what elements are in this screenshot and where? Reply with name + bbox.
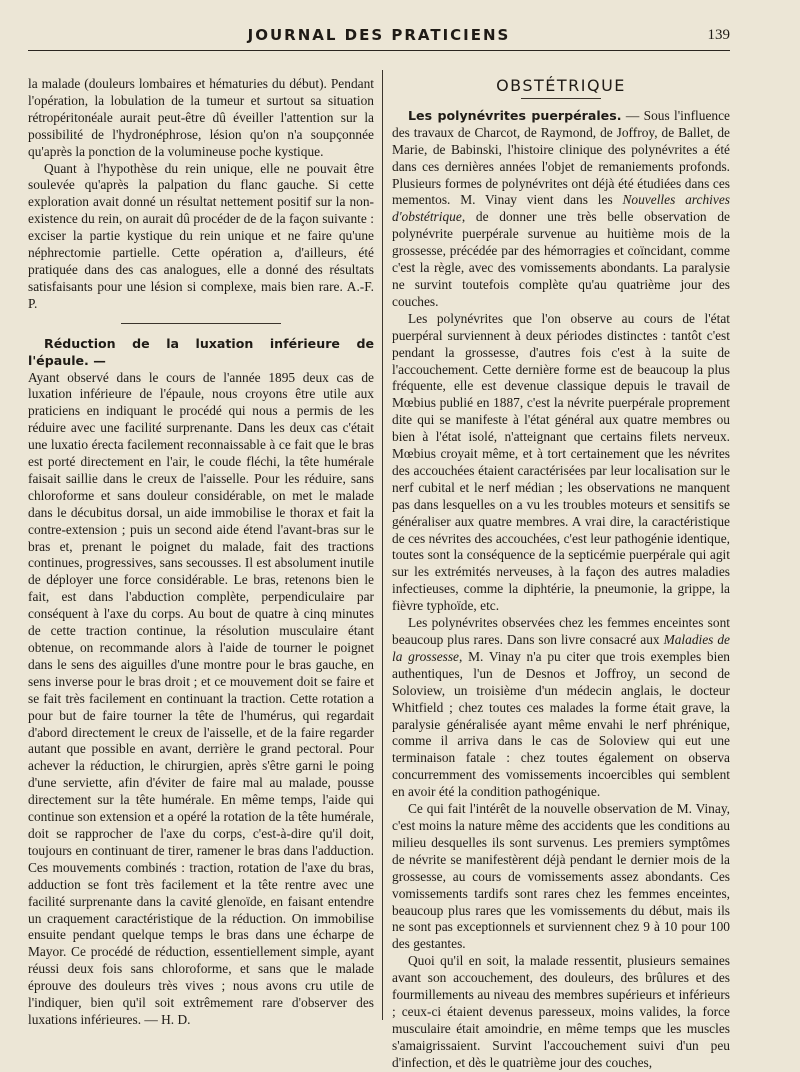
section-heading-rule	[521, 98, 601, 99]
luxation-title-text: Réduction de la luxation inférieure de l'épaule. —	[28, 335, 374, 368]
book-citation: Maladies de la grossesse	[392, 632, 731, 664]
p1-text-b: , de donner une très belle observation de polynévrite puerpérale survenue au huitième mois de la grossesse, précédée par des hémorragies et coïncidant, comme c'est la règle, avec des vomissements abondants. La paralysie ne survint toutefois complète qu'au quatrième jour des couches.	[392, 209, 730, 309]
section-heading: OBSTÉTRIQUE	[496, 76, 626, 95]
column-divider	[382, 70, 383, 1020]
polynevrites-title: Les polynévrites puerpérales.	[408, 107, 622, 123]
luxation-article-title	[28, 336, 374, 370]
running-head	[28, 22, 730, 51]
journal-citation: Nouvelles archives d'obstétrique	[392, 192, 730, 225]
polynevrites-paragraph-2: Les polynévrites que l'on observe au cours de l'état puerpéral surviennent à deux périodes distinctes : tantôt c'est pendant la grossesse, d'autres fois c'est à la suite de l'accouchement. Cette dernière forme est de beaucoup la plus fréquente, elle est devenue classique depuis le travail de Mœbius publié en 1887, c'est la névrite puerpérale proprement dite qui se manifeste à l'état général aux quatre membres ou bien à l'état isolé, n'atteignant que certains filets nerveux. Mœbius croyait même, et à tort certainement que les névrites des accouchées étaient caractérisées par leur localisation sur le nerf cubital et le nerf médian ; les observations ne manquent pas dans lesquelles on a vu les troubles moteurs et sensitifs se généraliser aux quatre membres. A vrai dire, la caractéristique de ces névrites des accouchées, c'est leur pathogénie identique, toutes sont la conséquence de la septicémie puerpérale qui agit sur les extrémités nerveuses, à la façon des autres maladies infectieuses, comme la diphtérie, la pneumonie, la grippe, la fièvre typhoïde, etc.	[392, 310, 730, 614]
polynevrites-paragraph-5: Quoi qu'il en soit, la malade ressentit, plusieurs semaines avant son accouchement, des douleurs, des brûlures et des fourmillements au niveau des membres supérieurs et inférieurs ; ceux-ci étaient devenus paresseux, moins valides, la force musculaire était amoindrie, en même temps que les muscles s'amaigrissaient. Survint l'accouchement suivi d'un peu d'infection, et dès le quatrième jour des couches,	[392, 953, 730, 1070]
luxation-article-body: Ayant observé dans le cours de l'année 1895 deux cas de luxation inférieure de l'épaule, nous croyons être utile aux praticiens en indiquant le procédé qui nous a permis de les réduire avec une facilité surprenante. Dans les deux cas c'était une luxatio érecta facilement reconnaissable à ce fait que le bras est porté directement en l'air, le coude fléchi, la tête humérale faisait saillie dans le creux de l'aisselle. Pour les réduire, sans chloroforme et sans douleur considérable, on met le malade dans le décubitus dorsal, un aide immobilise le thorax et fait la contre-extension ; puis un second aide étend l'avant-bras sur le bras et, prenant le poignet du malade, fait des tractions continues, progressives, sans secousses. Il est absolument inutile de déployer une force considérable. Le bras, retenons bien le fait, est dans l'abduction complète, perpendiculaire par conséquent à l'axe du corps. Au bout de quatre à cinq minutes de cette traction continue, la résolution musculaire étant obtenue, on recommande alors à l'aide de tourner le poignet dans le sens des aiguilles d'une montre pour le bras gauche, en sens inverse pour le bras droit ; et ce mouvement doit se faire et se fait très facilement en continuant la traction. Cette rotation a pour but de faire tourner la tête de l'humérus, qui regardait d'abord directement le creux de l'aisselle, et de la faire regarder autant que possible en avant, derrière le grand pectoral. Pour achever la réduction, le chirurgien, après s'être garni le poing d'une serviette, afin d'éviter de faire mal au malade, pousse directement sur la tête humérale. En même temps, l'aide qui continue son extension et a opéré la rotation de la tête humérale, doit se rapprocher de l'axe du corps, c'est-à-dire qu'il doit, toujours en continuant de tirer, ramener le bras dans l'adduction. Ces mouvements combinés : traction, rotation de l'axe du bras, adduction se font très facilement et la tête rentre avec une facilité surprenante dans la cavité glenoïde, en faisant entendre un craquement caractéristique de la réduction. On immobilise ensuite pendant quelque temps le bras dans une écharpe de Mayor. Ce procédé de réduction, essentiellement simple, ayant réussi deux fois sans chloroforme, et sans que le malade éprouve des douleurs très vives ; nous avons cru utile de l'indiquer, bien qu'il soit extrêmement rare d'observer des luxations inférieures. — H. D.	[28, 369, 374, 1027]
p3-text-a: Les polynévrites observées chez les femmes enceintes sont beaucoup plus rares. Dans son livre consacré aux	[392, 615, 730, 647]
polynevrites-paragraph-3	[392, 615, 730, 801]
polynevrites-paragraph-1	[392, 108, 730, 311]
p1-text-a: — Sous l'influence des travaux de Charcot, de Raymond, de Joffroy, de Ballet, de Marie, de Babinski, l'histoire clinique des polynévrites a été dans ces dernières années l'objet de remaniements profonds. Plusieurs formes de polynévrites ont déjà été étudiées dans ces mementos. M. Vinay vient dans les	[392, 107, 730, 208]
polynevrites-paragraph-4: Ce qui fait l'intérêt de la nouvelle observation de M. Vinay, c'est moins la nature même des accidents que les conditions au milieu desquelles ils sont survenus. Les premiers symptômes de névrite se manifestèrent déjà pendant le dernier mois de la grossesse, au cours de vomissements assez abondants. Ces vomissements tardifs sont rares chez les femmes enceintes, beaucoup plus rares que les vomissements du début, mais ils ne sont pas exceptionnels et surviennent chez 9 à 10 pour 100 des gestantes.	[392, 801, 730, 952]
right-column	[392, 76, 730, 1072]
left-column	[28, 76, 374, 1029]
p3-text-b: , M. Vinay n'a pu citer que trois exemples bien authentiques, l'un de Desnos et Joffroy, un second de Soloview, un troisième d'un médecin anglais, le docteur Whitfield ; chez toutes ces malades la forme était grave, la paralysie généralisée ayant même envahi le nerf phrénique, comme il arriva dans le cas de Soloview qui eut une terminaison fatale : chez toutes également on observa concurremment des vomissements incoercibles qui semblent en avoir été la condition pathogénique.	[392, 648, 730, 800]
continuation-paragraph: la malade (douleurs lombaires et hématuries du début). Pendant l'opération, la lobulation de la tumeur et surtout sa situation rétropéritonéale aurait peut-être dû éveiller l'attention sur la possibilité de l'hydronéphrose, lésion qu'on n'a soupçonnée qu'après la ponction de la volumineuse poche kystique.	[28, 76, 374, 159]
journal-title: JOURNAL DES PRATICIENS	[247, 26, 511, 44]
article-separator	[121, 323, 281, 324]
continuation-paragraph-2: Quant à l'hypothèse du rein unique, elle ne pouvait être soulevée qu'après la palpation du flanc gauche. Si cette exploration avait donné un résultat nettement positif sur la non-existence du rein, on aurait dû procéder de de la façon suivante : exciser la partie kystique du rein unique et ne faire qu'une néphrectomie partielle. Cette opération a, d'ailleurs, été pratiquée dans des cas analogues, elle a donné des résultats satisfaisants pour une lésion si complexe, mais bien rare. A.-F. P.	[28, 160, 374, 311]
page-number: 139	[707, 27, 730, 43]
